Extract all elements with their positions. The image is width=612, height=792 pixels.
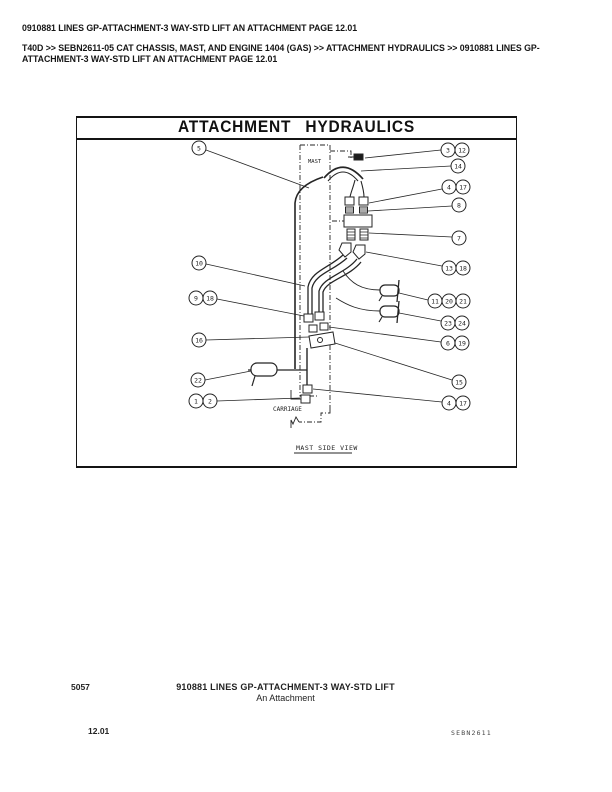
fitting-square <box>345 197 354 205</box>
callout-9 <box>189 291 203 305</box>
callout-12 <box>455 143 469 157</box>
svg-text:7: 7 <box>457 234 461 243</box>
hose-drop-left <box>350 180 355 197</box>
hose-clip-22 <box>251 363 277 376</box>
callout-14 <box>451 159 465 173</box>
hose-clip-upper <box>380 285 399 296</box>
leader-8 <box>368 206 452 211</box>
fitting-square <box>359 197 368 205</box>
figure-title: ATTACHMENT HYDRAULICS <box>177 118 416 137</box>
carriage-fitting <box>301 395 310 403</box>
figure-code: 5057 <box>71 682 90 692</box>
leader-6-19 <box>329 327 441 342</box>
callout-balloons <box>189 141 470 410</box>
svg-text:9: 9 <box>194 294 198 303</box>
leader-10 <box>206 264 305 286</box>
svg-text:14: 14 <box>454 162 462 171</box>
callout-22 <box>191 373 205 387</box>
page-title: 0910881 LINES GP-ATTACHMENT-3 WAY-STD LIFT AN ATTACHMENT PAGE 12.01 <box>22 23 358 33</box>
svg-text:1: 1 <box>194 397 198 406</box>
hose-b-outer <box>319 259 357 312</box>
callout-5 <box>192 141 206 155</box>
view-caption: MAST SIDE VIEW <box>296 444 358 452</box>
clip-22-tail <box>252 376 255 386</box>
hose-b-inner <box>323 262 361 312</box>
callout-2 <box>203 394 217 408</box>
svg-text:17: 17 <box>459 399 467 408</box>
svg-text:23: 23 <box>444 319 452 328</box>
leader-13-18 <box>366 252 442 266</box>
svg-text:4: 4 <box>447 183 451 192</box>
hydraulics-diagram <box>77 140 514 464</box>
hose-clip-lower <box>380 306 399 317</box>
doc-code: SEBN2611 <box>451 729 492 737</box>
svg-text:18: 18 <box>206 294 214 303</box>
figure-title-bar <box>77 118 516 140</box>
leader-5 <box>206 150 309 188</box>
mast-label: MAST <box>308 159 322 165</box>
svg-text:21: 21 <box>459 297 467 306</box>
fitting-square <box>309 325 317 332</box>
clip-hose-line <box>343 271 380 290</box>
elbow-fitting <box>339 243 351 257</box>
fitting-square <box>315 312 324 320</box>
manifold-block <box>344 215 372 227</box>
leader-16 <box>206 337 309 340</box>
svg-text:3: 3 <box>446 146 450 155</box>
callout-21 <box>456 294 470 308</box>
hose-drop-right <box>361 181 364 197</box>
svg-text:17: 17 <box>459 183 467 192</box>
hose-guide-arc-inner <box>328 172 358 181</box>
leader-9-18 <box>217 299 304 316</box>
svg-text:5: 5 <box>197 144 201 153</box>
leader-lines <box>205 150 452 402</box>
callout-6 <box>441 336 455 350</box>
svg-text:20: 20 <box>445 297 453 306</box>
svg-text:6: 6 <box>446 339 450 348</box>
callout-7 <box>452 231 466 245</box>
clip-tail <box>379 296 382 301</box>
callout-17 <box>456 180 470 194</box>
clip-hose-line <box>336 298 380 311</box>
caption-title: 910881 LINES GP-ATTACHMENT-3 WAY-STD LIFT <box>176 682 395 692</box>
callout-19 <box>455 336 469 350</box>
svg-text:24: 24 <box>458 319 466 328</box>
callout-18 <box>203 291 217 305</box>
leader-1-2 <box>217 398 300 401</box>
coupling <box>346 207 354 213</box>
callout-24 <box>455 316 469 330</box>
svg-text:22: 22 <box>194 376 202 385</box>
callout-11 <box>428 294 442 308</box>
page-number: 12.01 <box>88 726 110 736</box>
svg-text:19: 19 <box>458 339 466 348</box>
svg-text:8: 8 <box>457 201 461 210</box>
bolt-fitting <box>354 154 363 160</box>
callout-18b <box>456 261 470 275</box>
mast-centerlines <box>299 145 372 422</box>
callout-23 <box>441 316 455 330</box>
callout-20 <box>442 294 456 308</box>
leader-15 <box>335 343 452 380</box>
callout-13 <box>442 261 456 275</box>
figure-caption <box>65 682 506 703</box>
svg-text:4: 4 <box>447 399 451 408</box>
callout-3 <box>441 143 455 157</box>
svg-text:18: 18 <box>459 264 467 273</box>
clip-tail <box>379 317 382 322</box>
leader-23-24 <box>399 313 441 321</box>
leader-14 <box>361 166 451 171</box>
fitting-square <box>320 323 328 330</box>
callout-4b <box>442 396 456 410</box>
callout-10 <box>192 256 206 270</box>
carriage-fitting <box>303 385 312 393</box>
elbow-fitting <box>353 245 365 259</box>
carriage-label: CARRIAGE <box>273 406 302 413</box>
centerline-spur <box>330 151 351 158</box>
callout-4 <box>442 180 456 194</box>
leader-22 <box>205 371 251 380</box>
hose-a-inner <box>312 258 347 314</box>
callout-15 <box>452 375 466 389</box>
break-symbol <box>291 417 299 428</box>
leader-4-17 <box>369 189 442 203</box>
breadcrumb: T40D >> SEBN2611-05 CAT CHASSIS, MAST, AND ENGINE 1404 (GAS) >> ATTACHMENT HYDRAULICS >> 0910881 LINES GP-ATTACHMENT-3 WAY-STD LIFT AN ATTACHMENT PAGE 12.01 <box>22 43 540 64</box>
svg-text:2: 2 <box>208 397 212 406</box>
caption-subtitle: An Attachment <box>256 693 315 703</box>
svg-text:11: 11 <box>431 297 439 306</box>
coupling <box>360 207 368 213</box>
svg-text:10: 10 <box>195 259 203 268</box>
leader-3-12 <box>365 150 441 158</box>
svg-text:13: 13 <box>445 264 453 273</box>
leader-11-20-21 <box>399 293 428 300</box>
callout-17b <box>456 396 470 410</box>
leader-4-17-bottom <box>313 389 442 402</box>
callout-8 <box>452 198 466 212</box>
svg-text:16: 16 <box>195 336 203 345</box>
carriage-break-centerline <box>299 410 330 422</box>
fitting-square <box>304 314 313 322</box>
svg-text:12: 12 <box>458 146 466 155</box>
svg-text:15: 15 <box>455 378 463 387</box>
callout-16 <box>192 333 206 347</box>
callout-1 <box>189 394 203 408</box>
diagram-figure <box>76 116 517 468</box>
leader-7 <box>369 233 452 237</box>
